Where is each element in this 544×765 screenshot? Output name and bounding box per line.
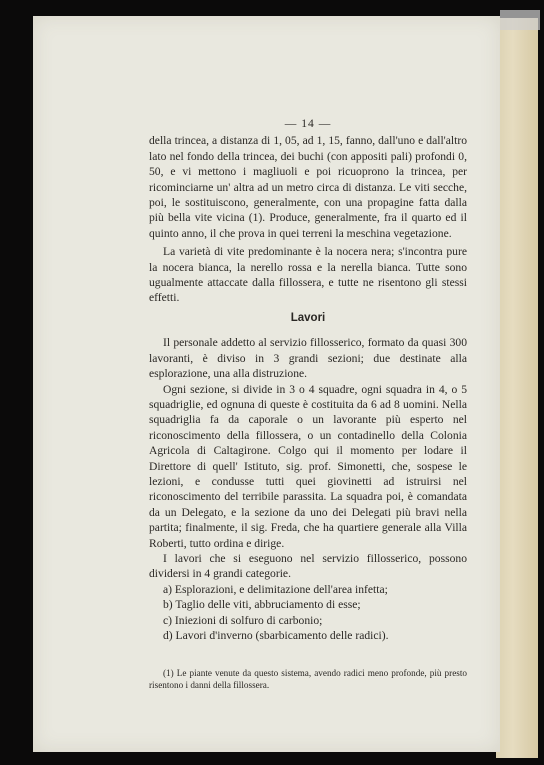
page-text	[149, 116, 467, 691]
list-item: c) Iniezioni di solfuro di carbonio;	[163, 613, 323, 627]
paragraph: della trincea, a distanza di 1, 05, ad 1, 15, fanno, dall'uno e dall'altro lato nel fondo della trincea, dei buchi (con appositi pali) profondi 0, 50, e vi mettono i magliuoli e poi ricuoprono la trincea, per ricominciarne un' altra ad un metro circa di distanza. Le viti secche, poi, le sostituiscono, generalmente, con una propagine fatta dalla più bella vite vicina (1). Produce, generalmente, fra il quarto ed il quinto anno, il che prova in quei terreni la meschina vegetazione.	[149, 134, 467, 240]
paragraph: Ogni sezione, si divide in 3 o 4 squadre, ogni squadra in 4, o 5 squadriglie, ed ognuna di queste è costituita da 6 ad 8 uomini. Nella squadriglia fa da caporale o un lavorante più esperto nel riconoscimento della fillossera, o un contadinello della Colonia Agricola di Caltagirone. Colgo qui il momento per lodare il Direttore di quell' Istituto, sig. prof. Simonetti, che, sospese le lezioni, e condusse tutti quei giovinetti ad istruirsi nel riconoscimento del terribile parassita. La squadra poi, è comandata da un Delegato, e la sezione da uno dei Delegati più bravi nella partita; finalmente, il sig. Freda, che ha quartiere generale alla Villa Roberti, tutto ordina e dirige.	[149, 382, 467, 550]
list-item: b) Taglio delle viti, abbruciamento di esse;	[163, 598, 361, 612]
paragraph: La varietà di vite predominante è la nocera nera; s'incontra pure la nocera bianca, la nerello rossa e la nerella bianca. Tutte sono ugualmente attaccate dalla fillossera, e tutte ne risentono gli stessi effetti.	[149, 245, 467, 305]
page-number: — 14 —	[284, 117, 332, 130]
list-item: a) Esplorazioni, e delimitazione dell'area infetta;	[163, 582, 388, 596]
scan-sleeve	[500, 10, 540, 30]
footnote: (1) Le piante venute da questo sistema, avendo radici meno profonde, più presto risentono i danni della fillossera.	[149, 668, 467, 691]
book-page	[33, 16, 500, 752]
section-heading: Lavori	[290, 311, 326, 324]
paragraph: Il personale addetto al servizio fillosserico, formato da quasi 300 lavoranti, è diviso in 3 grandi sezioni; due destinate alla esplorazione, una alla distruzione.	[149, 336, 467, 381]
scan-page-edge	[496, 18, 538, 758]
list-item: d) Lavori d'inverno (sbarbicamento delle radici).	[163, 629, 389, 642]
category-list	[149, 582, 467, 644]
paragraph: I lavori che si eseguono nel servizio fillosserico, possono dividersi in 4 grandi categorie.	[149, 551, 467, 581]
